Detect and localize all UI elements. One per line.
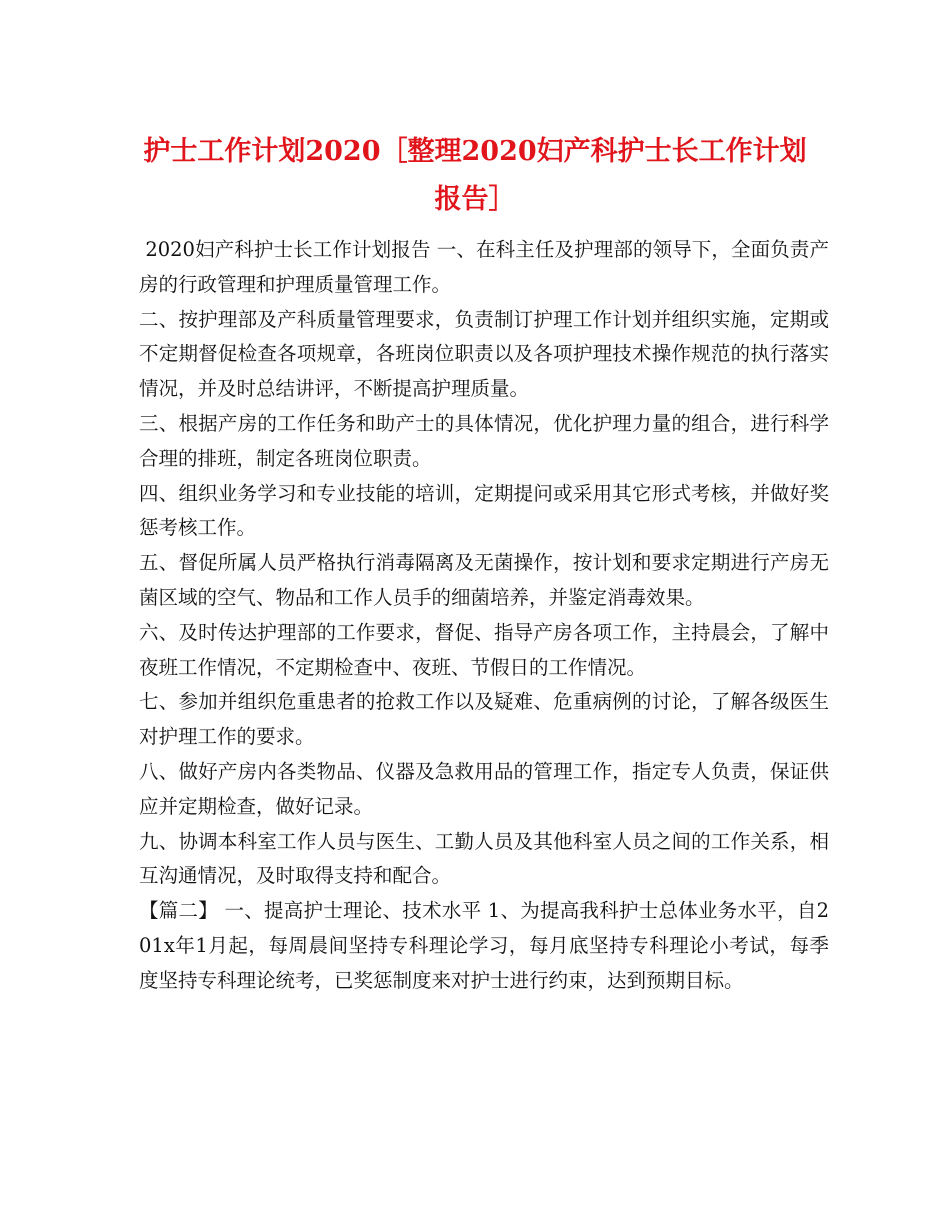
paragraph-item-9: 九、协调本科室工作人员与医生、工勤人员及其他科室人员之间的工作关系，相互沟通情况，及时取得支持和配合。 <box>139 829 829 888</box>
paragraph-intro: 2020妇产科护士长工作计划报告 一、在科主任及护理部的领导下，全面负责产房的行政管理和护理质量管理工作。 <box>139 238 830 296</box>
paragraph-part-two: 【篇二】 一、提高护士理论、技术水平 1、为提高我科护士总体业务水平，自201x年1月起，每周晨间坚持专科理论学习，每月底坚持专科理论小考试，每季度坚持专科理论统考，已奖惩制度来对护士进行约束，达到预期目标。 <box>139 899 829 992</box>
paragraph-item-8: 八、做好产房内各类物品、仪器及急救用品的管理工作，指定专人负责，保证供应并定期检查，做好记录。 <box>139 759 829 818</box>
paragraph-item-3: 三、根据产房的工作任务和助产士的具体情况，优化护理力量的组合，进行科学合理的排班，制定各班岗位职责。 <box>139 411 829 470</box>
title-line-1: 护士工作计划2020［整理2020妇产科护士长工作计划 <box>143 136 807 167</box>
document-body <box>139 233 829 999</box>
document-title <box>110 128 840 224</box>
title-line-2: 报告］ <box>434 184 516 215</box>
paragraph-item-2: 二、按护理部及产科质量管理要求，负责制订护理工作计划并组织实施，定期或不定期督促检查各项规章，各班岗位职责以及各项护理技术操作规范的执行落实情况，并及时总结讲评，不断提高护理质量。 <box>139 307 829 401</box>
paragraph-item-4: 四、组织业务学习和专业技能的培训，定期提问或采用其它形式考核，并做好奖惩考核工作。 <box>139 481 829 540</box>
paragraph-item-5: 五、督促所属人员严格执行消毒隔离及无菌操作，按计划和要求定期进行产房无菌区域的空气、物品和工作人员手的细菌培养，并鉴定消毒效果。 <box>139 551 829 609</box>
paragraph-item-7: 七、参加并组织危重患者的抢救工作以及疑难、危重病例的讨论，了解各级医生对护理工作的要求。 <box>139 690 829 749</box>
paragraph-item-6: 六、及时传达护理部的工作要求，督促、指导产房各项工作，主持晨会，了解中夜班工作情况，不定期检查中、夜班、节假日的工作情况。 <box>139 620 829 679</box>
